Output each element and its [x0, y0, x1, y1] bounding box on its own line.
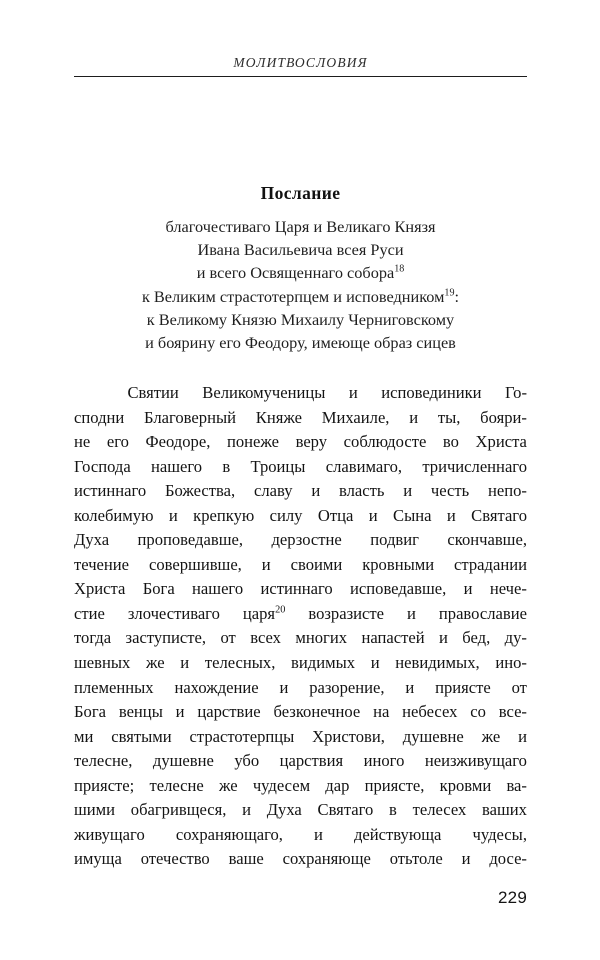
body-line — [74, 455, 527, 480]
body-word: сохраняющаго, — [175, 824, 283, 844]
body-word: неизживущаго — [424, 751, 527, 771]
body-word: на — [373, 702, 390, 722]
body-word: Бога — [74, 702, 106, 722]
body-word: царя$^{20}$ — [242, 603, 286, 623]
body-word: Го- — [505, 383, 527, 402]
body-word: шими — [74, 800, 116, 820]
body-word: Святаго — [471, 505, 527, 525]
body-word: и — [405, 677, 415, 697]
header-divider-rule — [74, 76, 527, 77]
body-word: колебимую — [74, 505, 154, 525]
body-word: от — [220, 628, 236, 648]
subtitle-line — [74, 308, 527, 331]
body-word: бояри- — [480, 407, 527, 427]
body-word: крепкую — [193, 505, 255, 525]
body-word: царствие — [197, 702, 261, 722]
body-word: и — [407, 603, 416, 623]
body-word: отьтоле — [389, 849, 443, 869]
body-word: дар — [325, 775, 350, 795]
body-word: и — [463, 579, 473, 599]
body-word: соблюдосте — [343, 432, 427, 452]
body-word: ваше — [228, 849, 264, 869]
body-word: Феодоре, — [145, 432, 211, 452]
body-text — [74, 381, 527, 872]
body-word: ду- — [504, 628, 527, 648]
body-word: же — [219, 775, 238, 795]
body-word: во — [442, 432, 459, 452]
footnote-marker[interactable]: 19 — [444, 287, 455, 299]
body-line — [74, 847, 527, 872]
body-line — [74, 725, 527, 750]
body-word: всех — [250, 628, 281, 648]
body-word: и — [348, 383, 358, 402]
body-word: чудесем — [252, 775, 311, 795]
body-word: и — [370, 653, 380, 673]
body-line — [74, 626, 527, 651]
body-word: нашего — [150, 456, 203, 476]
body-word: и — [175, 702, 185, 722]
subtitle-line-text: Ивана Васильевича всея Руси — [197, 240, 404, 260]
body-line — [74, 406, 527, 431]
body-word: течение — [74, 554, 130, 574]
body-word: исповедавше, — [350, 579, 447, 599]
body-word: и — [438, 628, 448, 648]
body-word: и — [261, 554, 271, 574]
body-word: тогда — [74, 628, 112, 648]
body-line — [74, 676, 527, 701]
body-word: Господа — [74, 456, 131, 476]
body-word: веру — [295, 432, 328, 452]
body-line — [74, 749, 527, 774]
body-word: сохраняюще — [282, 849, 371, 869]
body-word: приясте, — [364, 775, 425, 795]
subtitle-line-text: к Великим страстотерпцем и исповедником — [141, 286, 445, 306]
body-word: напастей — [361, 628, 425, 648]
body-word: разорение, — [309, 677, 385, 697]
body-word: страстотерпцы — [189, 726, 295, 746]
body-line — [74, 651, 527, 676]
body-line — [74, 602, 527, 627]
body-word: телесных, — [204, 653, 276, 673]
body-word: телесне, — [74, 751, 133, 771]
body-line — [74, 553, 527, 578]
body-word: Княже — [255, 407, 302, 427]
body-word: нахождение — [174, 677, 259, 697]
body-word: ва- — [506, 775, 527, 795]
body-word: Христови, — [312, 726, 385, 746]
body-word: славу — [253, 481, 293, 501]
body-word: отечество — [140, 849, 210, 869]
subtitle-line — [74, 285, 527, 308]
body-word: скончавше, — [447, 530, 527, 550]
body-word: власть — [338, 481, 385, 501]
body-word: Сына — [393, 505, 432, 525]
body-word: Святии — [127, 383, 179, 402]
body-word: и — [168, 505, 178, 525]
body-word: исповединики — [381, 383, 482, 402]
body-word: небесех — [402, 702, 458, 722]
body-word: душевне — [152, 751, 214, 771]
body-word: Духа — [74, 530, 110, 550]
body-word: своими — [290, 554, 343, 574]
body-word: и — [314, 824, 323, 844]
body-word: и — [368, 505, 378, 525]
body-line — [74, 577, 527, 602]
body-word: убо — [234, 751, 260, 771]
body-word: славимаго, — [325, 456, 403, 476]
footnote-marker[interactable]: 20 — [275, 604, 286, 616]
body-word: понеже — [226, 432, 279, 452]
body-line — [74, 798, 527, 823]
body-word: ты, — [437, 407, 461, 427]
body-word: Троицы — [250, 456, 306, 476]
body-word: и — [518, 726, 527, 746]
body-word: племенных — [74, 677, 154, 697]
body-word: тричисленнаго — [422, 456, 527, 476]
subtitle-line — [74, 261, 527, 284]
body-word: совершивше, — [148, 554, 242, 574]
body-word: ино- — [495, 653, 527, 673]
body-word: и — [242, 800, 251, 820]
subtitle-line — [74, 331, 527, 354]
body-word: бед, — [462, 628, 491, 648]
body-word: Христа — [475, 432, 527, 452]
page-title: Послание — [260, 182, 341, 203]
body-word: действующа — [353, 824, 442, 844]
body-word: обагривщеся, — [130, 800, 227, 820]
body-word: многих — [295, 628, 348, 648]
body-word: подвиг — [370, 530, 419, 550]
body-word: и — [409, 407, 419, 427]
body-word: силу — [269, 505, 303, 525]
body-word: кровными — [362, 554, 435, 574]
body-word: ваших — [482, 800, 527, 820]
body-word: православие — [438, 603, 527, 623]
body-word: телесне — [149, 775, 204, 795]
body-word: Святаго — [317, 800, 374, 820]
body-word: нече- — [489, 579, 527, 599]
body-line — [74, 479, 527, 504]
body-word: истиннаго — [74, 481, 147, 501]
body-line — [74, 700, 527, 725]
body-line — [74, 381, 527, 406]
body-word: Отца — [317, 505, 354, 525]
body-word: дерзостне — [271, 530, 342, 550]
body-line — [74, 774, 527, 799]
body-word: сподни — [74, 407, 125, 427]
body-word: не — [74, 432, 91, 452]
body-word: истиннаго — [260, 579, 333, 599]
body-word: приясте; — [74, 775, 135, 795]
body-word: все- — [498, 702, 527, 722]
body-word: приясте — [435, 677, 491, 697]
body-line — [74, 430, 527, 455]
page-number: 229 — [498, 888, 527, 907]
body-word: ми — [74, 726, 94, 746]
body-word: от — [511, 677, 527, 697]
body-word: имуща — [74, 849, 122, 869]
body-word: кровми — [439, 775, 492, 795]
body-word: безконечное — [273, 702, 361, 722]
subtitle-block — [74, 215, 527, 354]
body-word: нашего — [192, 579, 244, 599]
body-word: шевных — [74, 653, 131, 673]
body-word: и — [446, 505, 456, 525]
body-word: святыми — [111, 726, 172, 746]
body-word: и — [311, 481, 321, 501]
body-word: в — [389, 800, 397, 820]
body-word: в — [222, 456, 231, 476]
body-word: Духа — [266, 800, 302, 820]
running-header: МОЛИТВОСЛОВИЯ — [233, 55, 368, 70]
body-word: возразисте — [308, 603, 384, 623]
body-word: Великомученицы — [202, 383, 326, 402]
body-word: честь — [430, 481, 470, 501]
body-word: проповедавше, — [137, 530, 243, 550]
subtitle-line — [74, 238, 527, 261]
body-word: Михаиле, — [321, 407, 390, 427]
body-word: видимых — [291, 653, 356, 673]
subtitle-line-text: и боярину его Феодору, имеюще образ сицев — [145, 333, 456, 353]
body-word: его — [106, 432, 129, 452]
subtitle-line-text: и всего Освященнаго собора — [196, 263, 395, 283]
body-word: телесех — [412, 800, 467, 820]
subtitle-line-text: благочестиваго Царя и Великаго Князя — [165, 217, 436, 236]
body-word: живущаго — [74, 824, 145, 844]
body-word: со — [470, 702, 486, 722]
body-word: царствия — [279, 751, 344, 771]
paragraph-indent — [74, 381, 104, 406]
body-word: венцы — [118, 702, 163, 722]
body-word: Божества, — [164, 481, 236, 501]
body-word: чудесы, — [472, 824, 527, 844]
body-word: и — [461, 849, 471, 869]
subtitle-line-suffix: : — [454, 286, 460, 306]
body-word: иного — [363, 751, 405, 771]
body-word: и — [403, 481, 413, 501]
body-line — [74, 823, 527, 848]
subtitle-line — [74, 215, 527, 238]
body-word: Благоверный — [144, 407, 236, 427]
body-line — [74, 528, 527, 553]
body-word: Христа — [74, 579, 126, 599]
body-word: же — [145, 653, 165, 673]
body-word: душевне — [402, 726, 464, 746]
body-word: же — [481, 726, 501, 746]
subtitle-line-text: к Великому Князю Михаилу Черниговскому — [146, 309, 455, 329]
body-word: непо- — [487, 481, 527, 501]
body-word: и — [279, 677, 289, 697]
body-word: и — [180, 653, 190, 673]
body-word: страдании — [454, 554, 527, 574]
footnote-marker[interactable]: 18 — [394, 263, 405, 275]
body-line — [74, 504, 527, 529]
body-word: досе- — [489, 849, 527, 869]
body-word: невидимых, — [395, 653, 480, 673]
body-word: заступисте, — [125, 628, 207, 648]
body-word: стие — [74, 603, 105, 623]
body-word: Бога — [142, 579, 175, 599]
body-word: злочестиваго — [127, 603, 220, 623]
